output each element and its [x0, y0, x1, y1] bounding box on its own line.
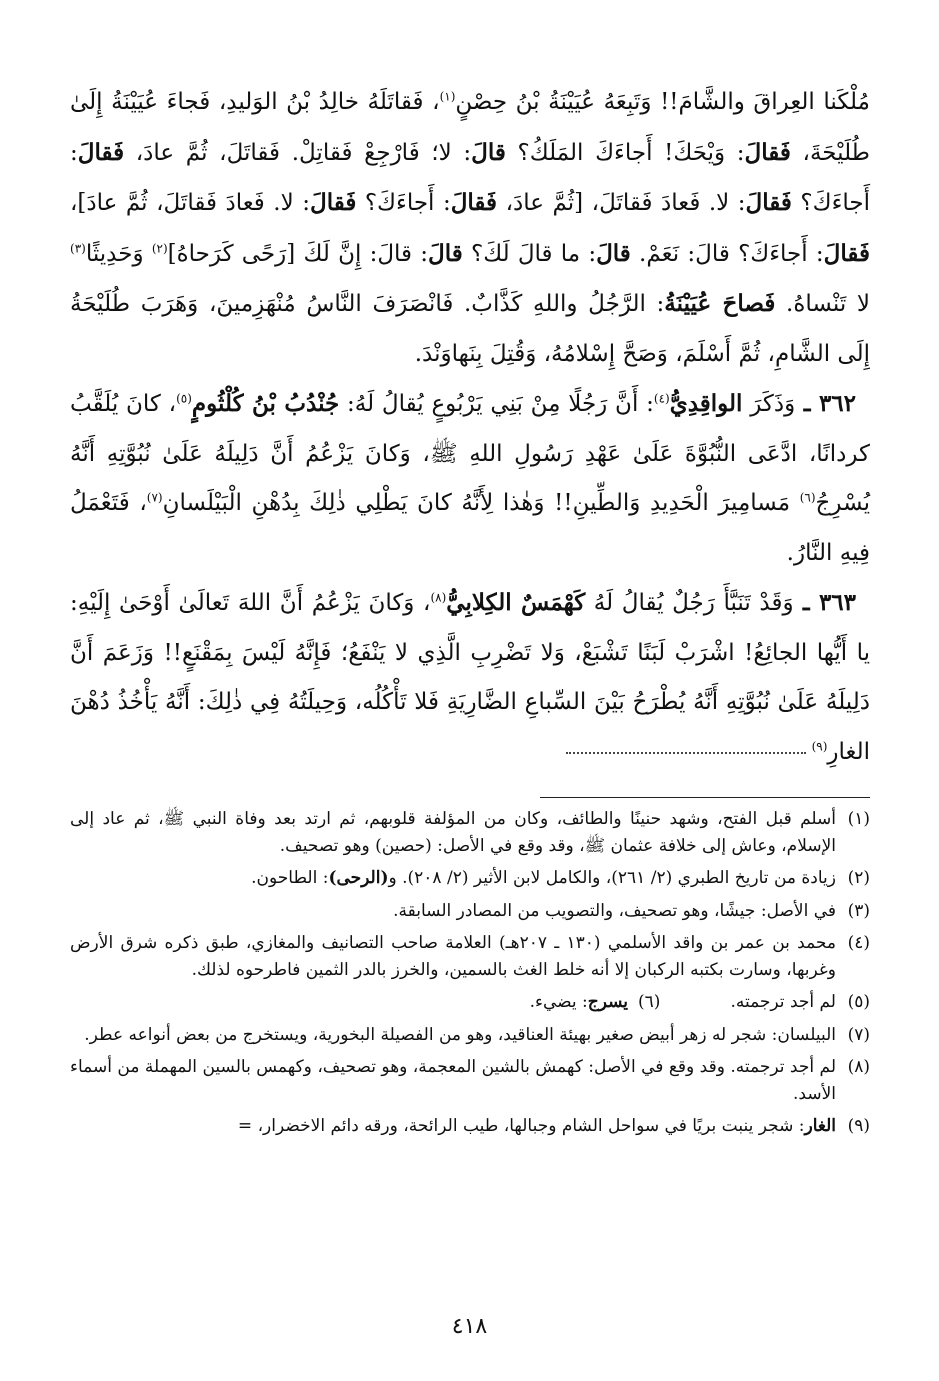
footnote-text: لم أجد ترجمته.: [730, 992, 836, 1012]
footnote-label: يسرج: [587, 992, 629, 1012]
bold-text: فَقالَ: [823, 239, 871, 267]
text-run: وَحَدِيثًا: [85, 240, 152, 267]
bold-text: الواقِدِيُّ: [669, 390, 743, 417]
footnote-1: [70, 806, 870, 859]
text-run: : أَجاءَكَ؟: [356, 190, 451, 216]
page-number: ٤١٨: [451, 1314, 488, 1339]
text-run: البيلسان: شجر له زهر أبيض صغير بهيئة العناقيد، وهو من الفصيلة البخورية، ويستخرج من بعض أنواعه عطر.: [84, 1024, 836, 1045]
bold-text: جُنْدُبُ بْنُ كُلْثُومٍ: [191, 390, 340, 417]
bold-text: فَقالَ: [77, 138, 125, 166]
footnote-text: [70, 865, 836, 892]
bold-text: فَقالَ: [309, 189, 357, 216]
text-run: : ما قالَ لَكَ؟: [462, 240, 597, 267]
bold-text: فَقالَ: [745, 189, 792, 216]
text-run: وَقَدْ تَنَبَّأَ رَجُلٌ يُقالُ لَهُ: [585, 590, 794, 616]
footnote-text: [70, 1054, 836, 1107]
footnote-reference: (٤): [653, 391, 670, 406]
footnote-text: : يضيء.: [529, 992, 588, 1012]
text-run: زيادة من تاريخ الطبري (٢/ ٢٦١)، والكامل لابن الأثير (٢/ ٢٠٨). و: [388, 868, 836, 888]
footnote-reference: (٣): [70, 240, 86, 255]
footnote-reference: (٢): [151, 240, 168, 255]
bold-text: فَقالَ: [744, 138, 791, 166]
bold-text: كَهْمَسٌ الكِلابِيُّ: [446, 589, 586, 616]
text-run: ، فَقاتَلَهُ خالِدُ بْنُ الوَليدِ، فَجاءَ عُيَيْنَةُ إِلَىٰ طُلَيْحَةَ،: [70, 89, 870, 166]
footnote-reference: (٩): [811, 738, 828, 753]
main-text: [70, 78, 870, 777]
footnote-number: (٤): [847, 933, 870, 953]
text-run: لا تَنْساهُ.: [775, 291, 871, 317]
footnote-number: (١): [847, 809, 870, 829]
footnote-number: (٩): [847, 1116, 870, 1136]
text-run: أسلم قبل الفتح، وشهد حنينًا والطائف، وكان من المؤلفة قلوبهم، ثم ارتد بعد وفاة النبي ﷺ، ثم عاد إلى الإسلام، وعاش إلى خلافة عثمان ﷺ، وقد وقع في الأصل: (حصين) وهو تصحيف.: [70, 809, 836, 856]
text-run: ، وَكانَ يَزْعُمُ أَنَّ اللهَ تَعالَىٰ أَوْحَىٰ إِلَيْهِ: يا أَيُّها الجائِعُ! اشْرَبْ لَبَنًا تَشْبَعْ، وَلا تَضْرِبِ الَّذِي لا يَنْفَعُ؛ فَإِنَّهُ لَيْسَ بِمَقْنَعٍ!! وَزَعَمَ أَنَّ دَلِيلَهُ عَلَىٰ نُبُوَّتِهِ أَنَّهُ يُطْرَحُ بَيْنَ السِّباعِ الضَّارِيَةِ فَلا تَأْكُلُه، وَحِيلَتُهُ فِي ذٰلِكَ: أَنَّهُ يَأْخُذُ دُهْنَ الغارِ: [70, 590, 870, 765]
text-run: : قالَ: إِنَّ لَكَ [رَحًى كَرَحاهُ]: [167, 240, 429, 267]
footnote-text: [70, 930, 836, 983]
page-content: [70, 78, 870, 1146]
text-run: لم أجد ترجمته. وقد وقع في الأصل: كهمش بالشين المعجمة، وهو تصحيف، وكهمس بالسين المهملة من أسماء الأسد.: [70, 1057, 836, 1104]
text-run: : الطاحون.: [251, 868, 329, 888]
bold-text: (الرحى): [328, 868, 389, 888]
footnote-reference: (٥): [176, 391, 192, 406]
bold-text: ٣٦٢ ـ: [795, 390, 856, 417]
footnote-text: [70, 1022, 836, 1049]
text-run: مُلْكَنا العِراقَ والشَّامَ!! وَتَبِعَهُ عُيَيْنَةُ بْنُ حِصْنٍ: [455, 89, 870, 115]
footnote-number: (٧): [847, 1024, 870, 1045]
text-run: : شجر ينبت بريًا في سواحل الشام وجبالها، طيب الرائحة، ورقه دائم الاخضرار، =: [237, 1116, 805, 1136]
footnote-number: (٥): [847, 992, 870, 1012]
dotted-leader: [566, 752, 806, 754]
footnote-reference: (١): [439, 89, 456, 104]
paragraph-361-continuation: [70, 78, 870, 379]
footnote-text: [70, 1113, 836, 1140]
paragraph-363: [70, 578, 870, 777]
footnote-number: (٣): [847, 900, 870, 921]
text-run: : وَيْحَكَ! أَجاءَكَ المَلَكُ؟: [505, 139, 745, 166]
footnote-5-6: [70, 989, 870, 1016]
footnote-3: [70, 898, 870, 925]
footnote-number: (٨): [847, 1057, 870, 1077]
footnote-4: [70, 930, 870, 983]
bold-text: قالَ: [596, 239, 631, 267]
text-run: : لا؛ فَارْجِعْ فَقاتِلْ. فَقاتَلَ، ثُمَّ عادَ،: [124, 139, 472, 166]
footnote-reference: (٨): [430, 590, 447, 605]
bold-text: قالَ: [471, 138, 506, 166]
bold-text: فَقالَ: [450, 189, 498, 216]
footnote-7: [70, 1022, 870, 1049]
text-run: : أَجاءَكَ؟: [70, 139, 871, 216]
footnotes: [70, 806, 870, 1140]
footnote-2: [70, 865, 870, 892]
text-run: في الأصل: جيشًا، وهو تصحيف، والتصويب من المصادر السابقة.: [393, 900, 836, 921]
text-run: مَسامِيرَ الْحَدِيدِ وَالطِّينِ!! وَهٰذا لِأَنَّهُ كانَ يَطْلِي ذٰلِكَ بِدُهْنِ الْبَيْلَسانِ: [162, 490, 800, 516]
text-run: محمد بن عمر بن واقد الأسلمي (١٣٠ ـ ٢٠٧هـ) العلامة صاحب التصانيف والمغازي، طبق ذكره شرق الأرض وغربها، وسارت بكتبه الركبان إلا أنه خلط الغث بالسمين، والخرز بالدر الثمين فاطرحوه لذلك.: [70, 933, 836, 980]
footnote-9: [70, 1113, 870, 1140]
text-run: : لا. فَعادَ فَقاتَلَ، ثُمَّ عادَ]،: [70, 190, 310, 216]
paragraph-362: [70, 379, 870, 578]
footnote-number: (٢): [847, 868, 870, 888]
footnote-reference: (٦): [799, 490, 816, 505]
bold-text: قالَ: [428, 239, 463, 267]
footnote-number: (٦): [638, 992, 661, 1012]
text-run: : أَجاءَكَ؟ قالَ: نَعَمْ.: [630, 240, 824, 267]
text-run: ، فَتَعْمَلُ فِيهِ النَّارُ.: [70, 490, 870, 566]
text-run: : أَنَّ رَجُلًا مِنْ بَنِي يَرْبُوعٍ يُقالُ لَهُ:: [339, 391, 654, 417]
footnote-text: [70, 898, 836, 925]
footnote-separator: [540, 797, 870, 798]
bold-text: الغار: [804, 1116, 836, 1136]
footnote-8: [70, 1054, 870, 1107]
footnote-text: [70, 806, 836, 859]
text-run: : الرَّجُلُ واللهِ كَذَّابٌ. فَانْصَرَفَ النَّاسُ مُنْهَزِمينَ، وَهَرَبَ طُلَيْحَةُ إِلَى الشَّامِ، ثُمَّ أَسْلَمَ، وَصَحَّ إِسْلامُهُ، وَقُتِلَ بِنَهاوَنْدَ.: [70, 291, 870, 367]
text-run: ، كانَ يُلَقَّبُ كردانًا، ادَّعَى النُّبُوَّةَ عَلَىٰ عَهْدِ رَسُولِ اللهِ ﷺ، وَكانَ يَزْعُمُ أَنَّ دَلِيلَهُ عَلَىٰ نُبُوَّتِهِ أَنَّهُ يُسْرِجُ: [70, 391, 870, 516]
bold-text: ٣٦٣ ـ: [793, 589, 857, 616]
text-run: وَذَكَرَ: [742, 391, 796, 417]
bold-text: فَصاحَ عُيَيْنَةُ: [664, 290, 776, 317]
text-run: : لا. فَعادَ فَقاتَلَ، [ثُمَّ عادَ،: [497, 190, 746, 216]
footnote-reference: (٧): [146, 490, 163, 505]
